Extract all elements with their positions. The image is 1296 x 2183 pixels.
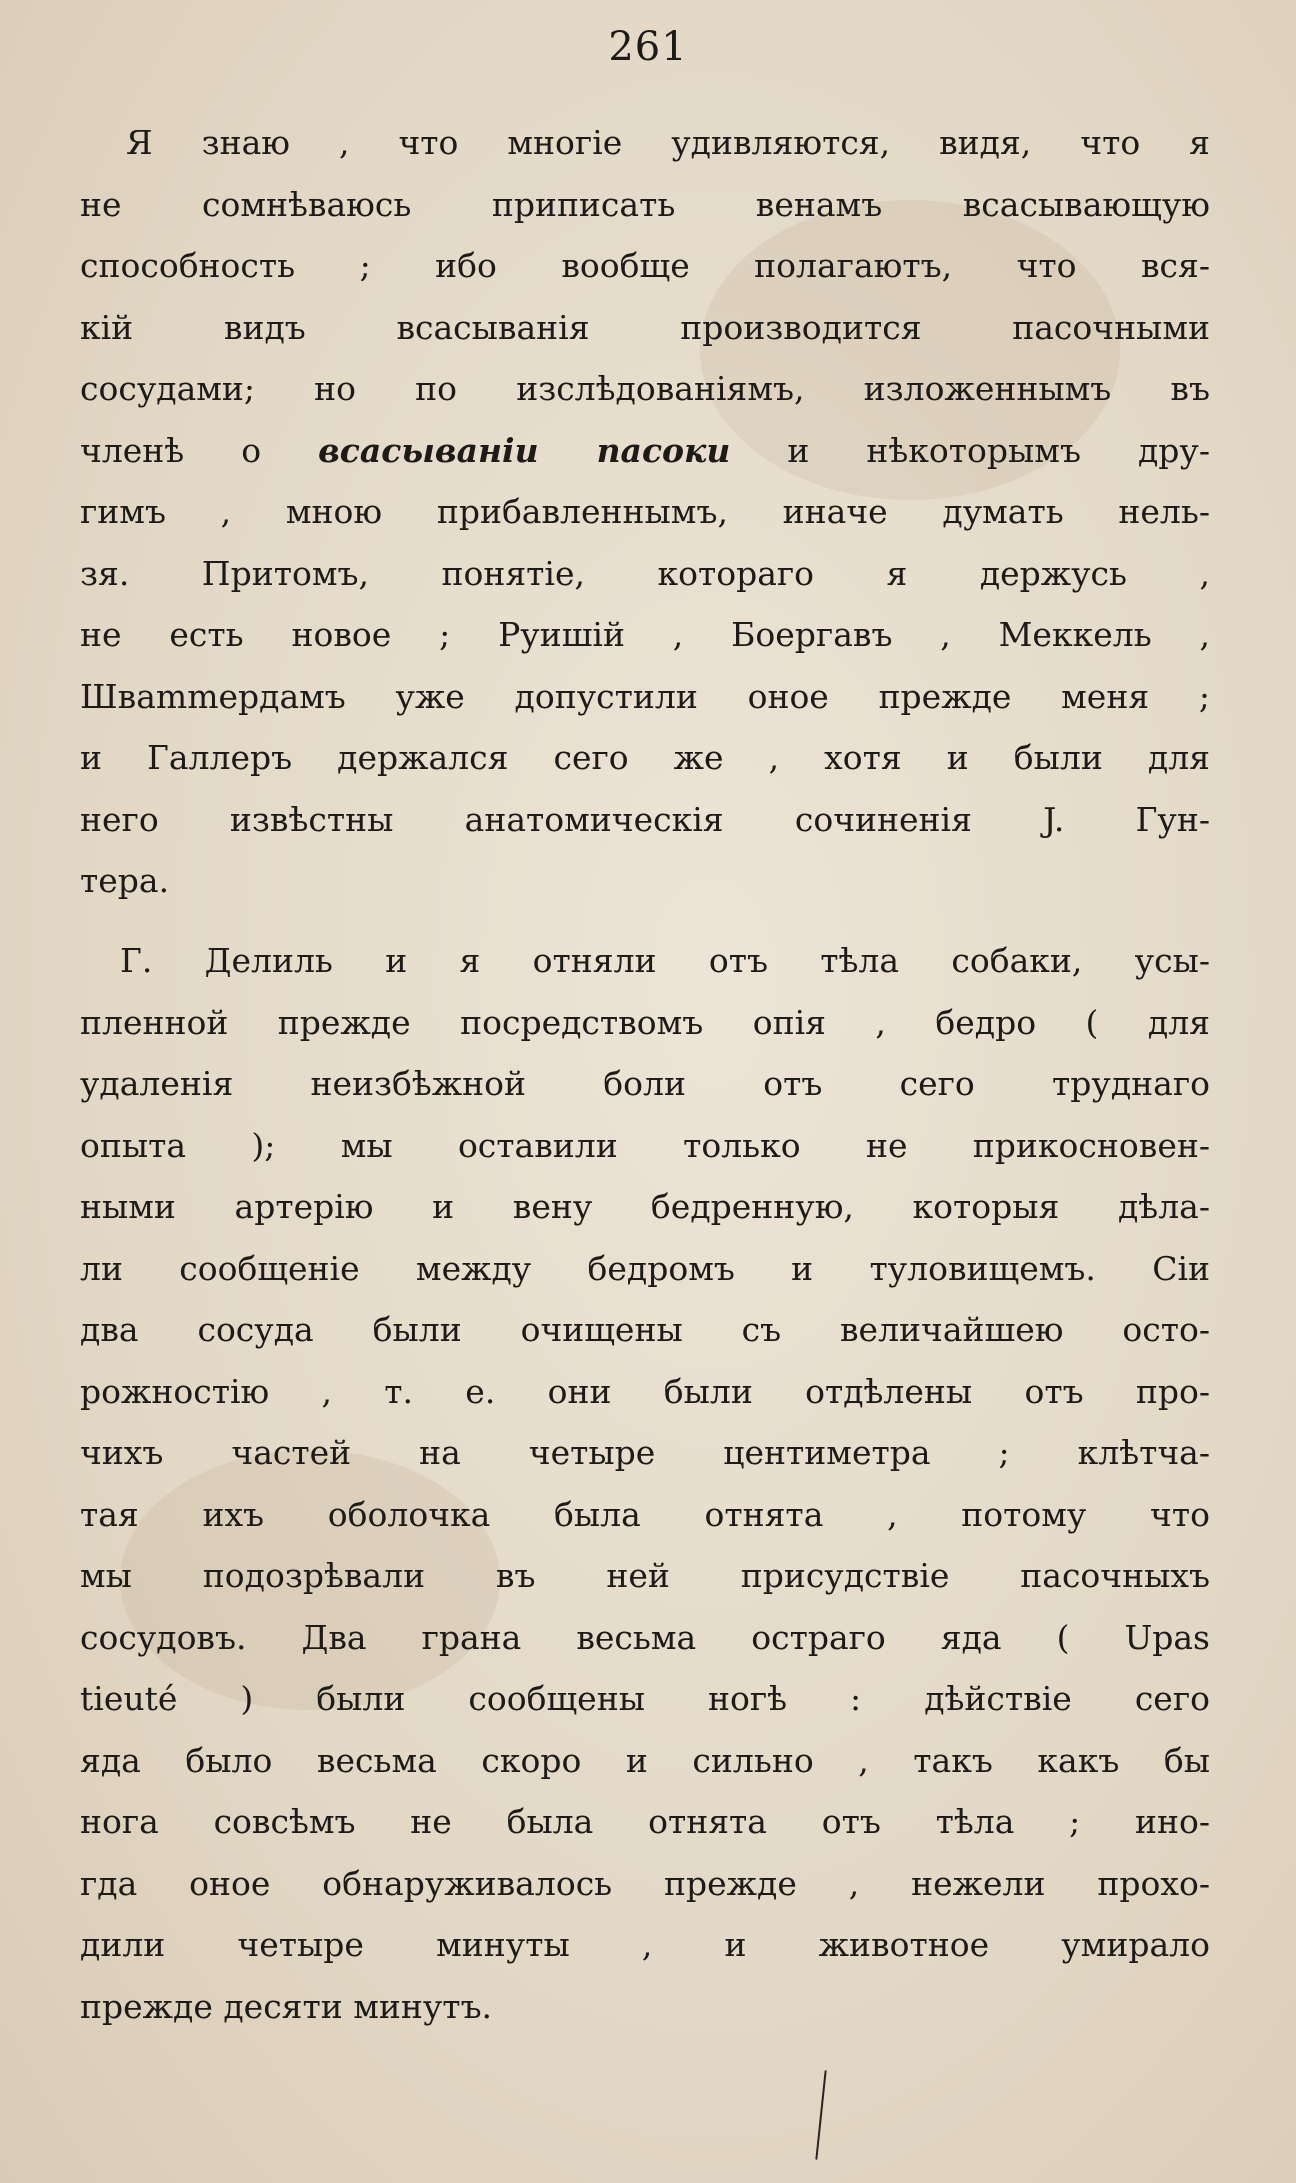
text-line: зя. Притомъ, понятіе, котораго я держусь , (80, 553, 1210, 593)
text-line: тера. (80, 861, 170, 900)
text-line-with-emphasis (80, 420, 1210, 482)
text-line: опыта ); мы оставили только не прикосновен- (80, 1125, 1210, 1165)
text-line: мы подозрѣвали въ ней присудствіе пасочныхъ (80, 1556, 1210, 1595)
text-line: кій видъ всасыванія производится пасочными (80, 307, 1210, 347)
text-line: удаленія неизбѣжной боли отъ сего труднаго (80, 1064, 1210, 1103)
emphasized-term: всасываніи пасоки (318, 430, 731, 470)
text-line: Г. Делиль и я отняли отъ тѣла собаки, усы- (120, 941, 1210, 980)
paragraph-1 (80, 112, 1210, 912)
text-line: не есть новое ; Руишій , Боергавъ , Меккель , (80, 615, 1210, 654)
text-line: него извѣстны анатомическія сочиненія J. Гун- (80, 799, 1210, 839)
text-line: не сомнѣваюсь приписать венамъ всасывающую (80, 184, 1210, 224)
text-line: прежде десяти минутъ. (80, 1986, 493, 2026)
text-line: сосудовъ. Два грана весьма остраго яда ( Upas (80, 1617, 1210, 1657)
text-line: способность ; ибо вообще полагаютъ, что вся- (80, 246, 1210, 285)
text-run: и нѣкоторымъ дру- (730, 430, 1210, 470)
text-line: яда было весьма скоро и сильно , такъ какъ бы (80, 1740, 1210, 1780)
text-line: Швammердамъ уже допустили оное прежде меня ; (80, 676, 1210, 716)
text-run: членѣ о (80, 430, 319, 470)
text-line: ными артерію и вену бедренную, которыя дѣла- (80, 1187, 1210, 1226)
paragraph-2 (80, 930, 1210, 2037)
page-number: 261 (608, 24, 688, 70)
text-line: пленной прежде посредствомъ опія , бедро ( для (80, 1002, 1210, 1042)
text-line: Я знаю , что многіе удивляются, видя, что я (126, 123, 1210, 162)
text-line: гда оное обнаруживалось прежде , нежели прохо- (80, 1863, 1210, 1903)
text-line: ли сообщеніе между бедромъ и туловищемъ. Сіи (80, 1248, 1210, 1288)
text-line: рожностію , т. е. они были отдѣлены отъ про- (80, 1371, 1210, 1411)
text-line: дили четыре минуты , и животное умирало (80, 1925, 1210, 1964)
text-line: два сосуда были очищены съ величайшею осто- (80, 1310, 1210, 1349)
text-line: чихъ частей на четыре центиметра ; клѣтча- (80, 1433, 1210, 1472)
scan-artifact (815, 2070, 826, 2160)
text-line: тая ихъ оболочка была отнята , потому что (80, 1494, 1210, 1534)
text-line: и Галлеръ держался сего же , хотя и были для (80, 738, 1210, 777)
text-line: нога совсѣмъ не была отнята отъ тѣла ; ино- (80, 1802, 1210, 1841)
text-line: гимъ , мною прибавленнымъ, иначе думать нель- (80, 492, 1210, 531)
text-line: tieuté ) были сообщены ногѣ : дѣйствіе сего (80, 1679, 1210, 1718)
text-line: сосудами; но по изслѣдованіямъ, изложеннымъ въ (80, 369, 1210, 408)
